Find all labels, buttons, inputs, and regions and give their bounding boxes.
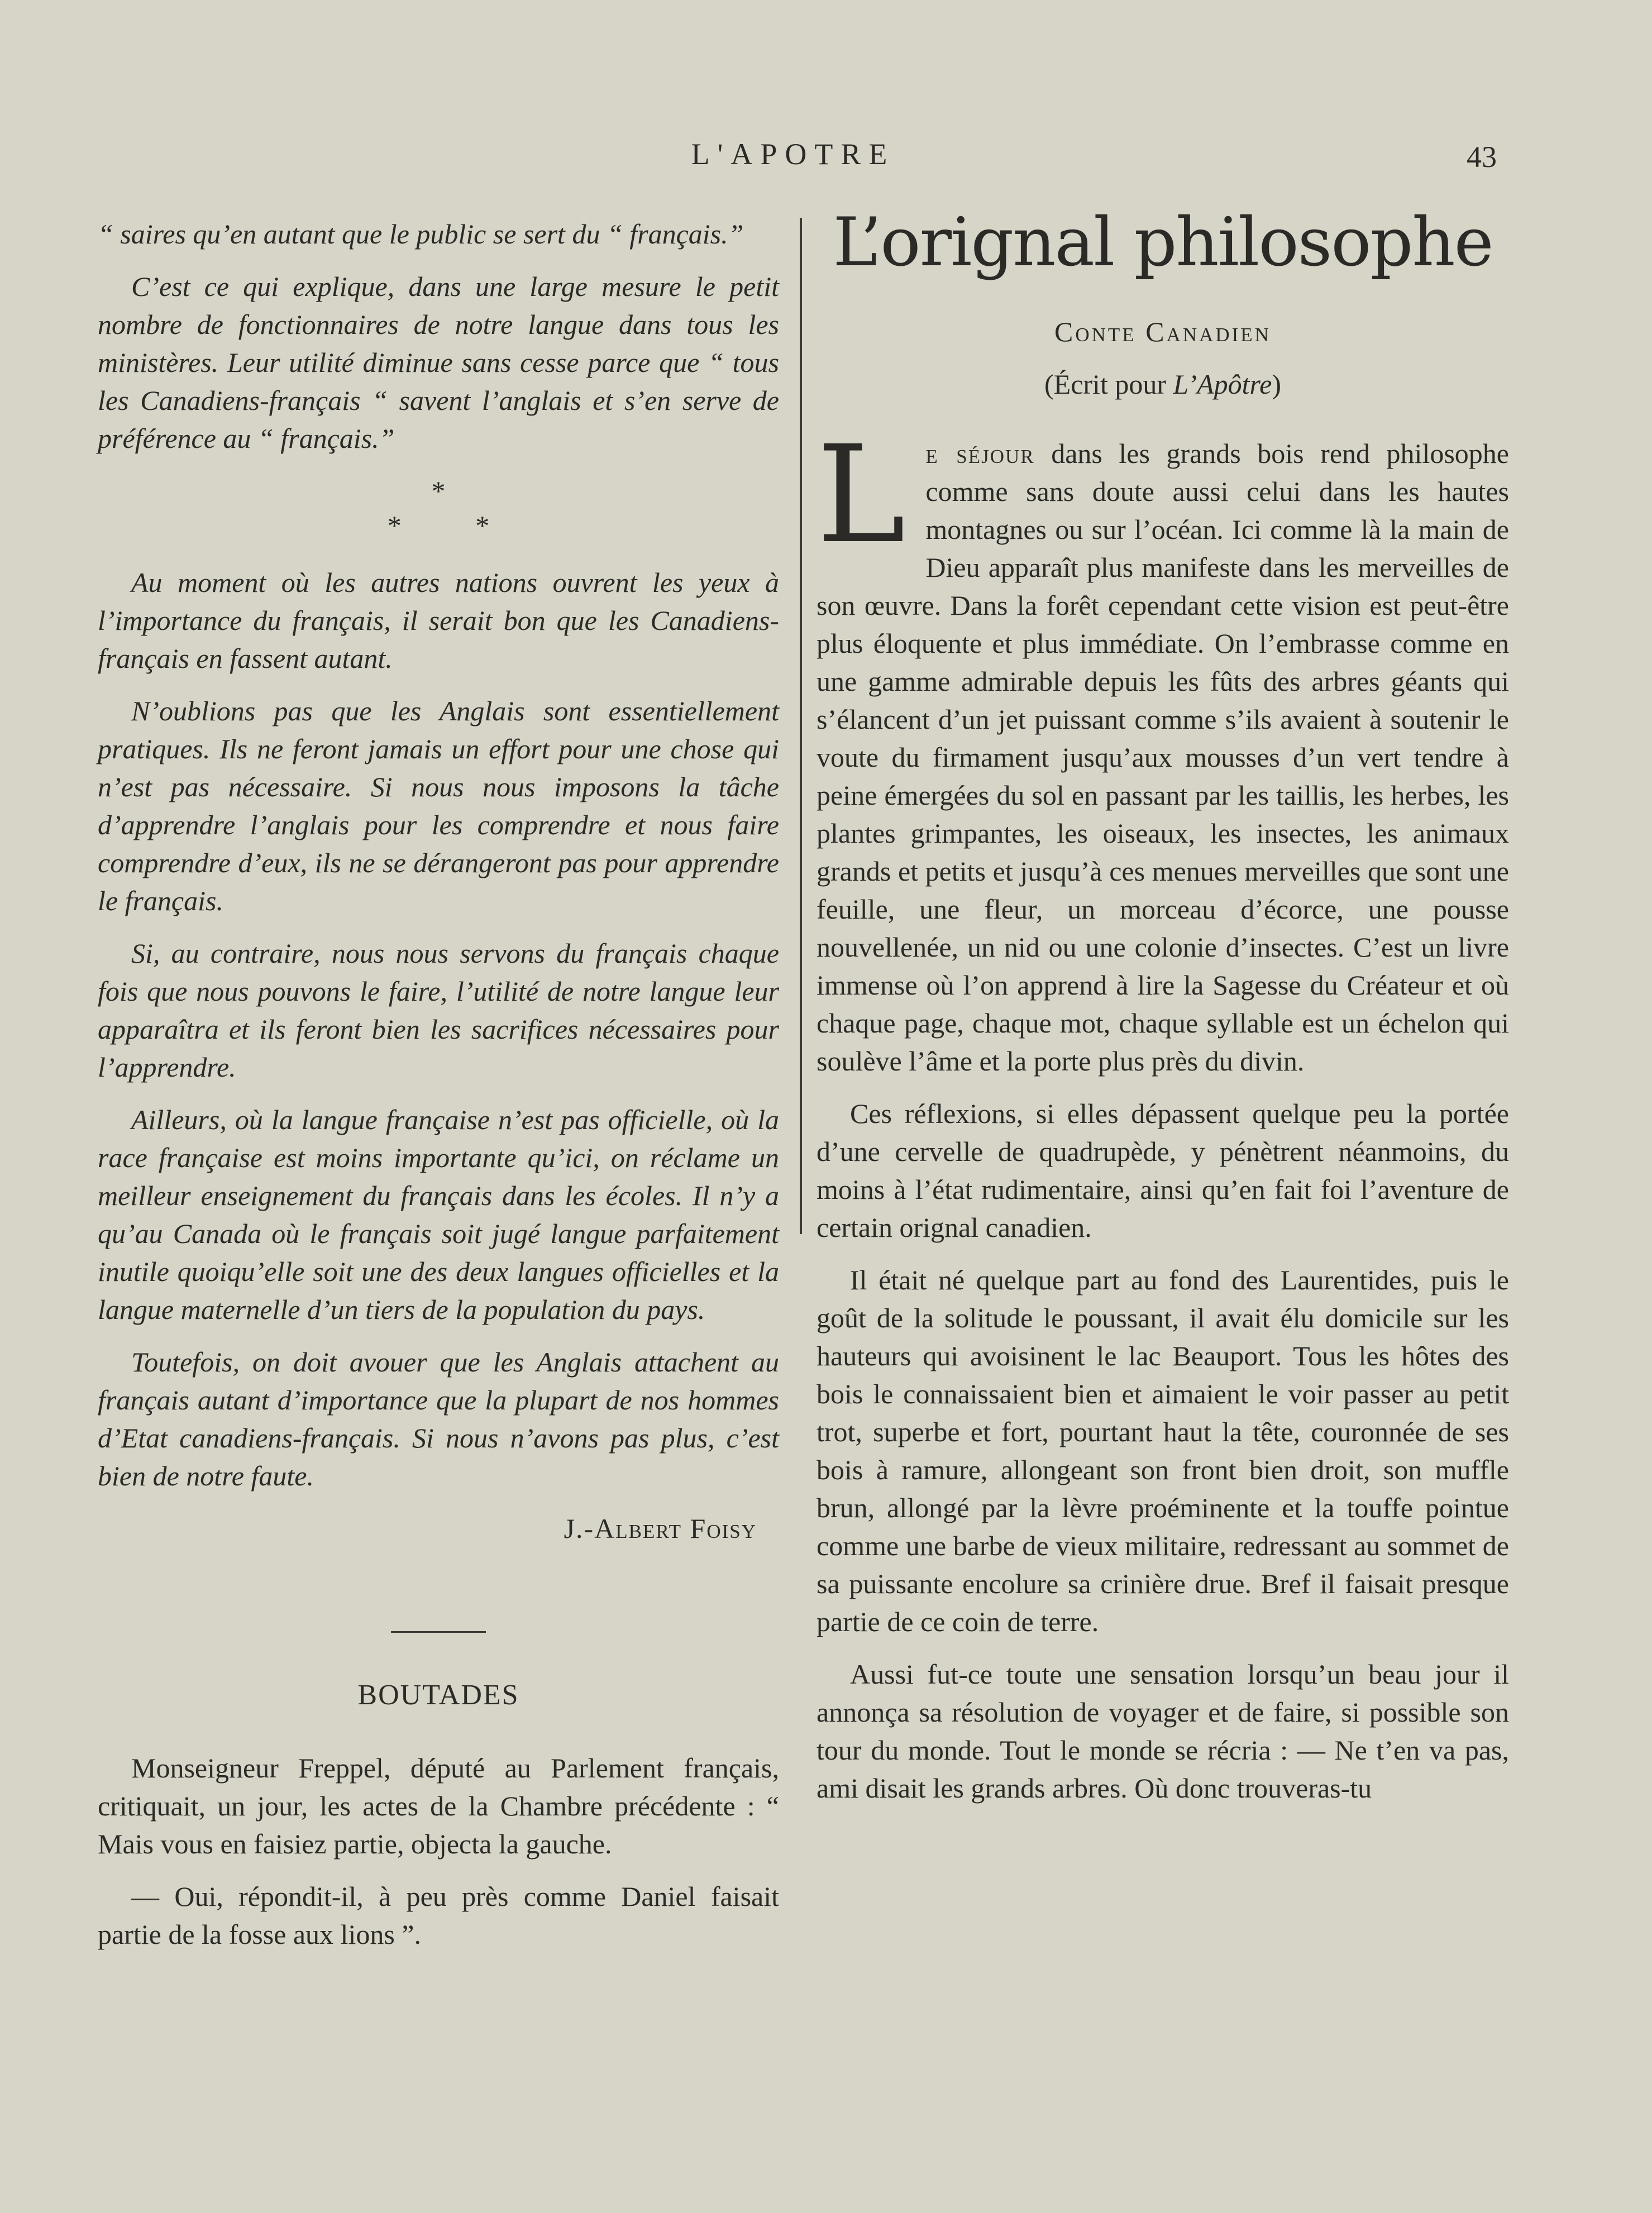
- running-head: L'APOTRE: [691, 137, 895, 171]
- right-paragraph-1-text: dans les grands bois rend philosophe comme sans doute aussi celui dans les hautes montagnes ou sur l’océan. Ici comme là la main de Dieu apparaît plus manifeste dans les merveilles de son œuvre. Dans la forêt cependant cette vision est peut-être plus éloquente et plus immédiate. On l’embrasse comme en une gamme admirable depuis les fûts des arbres géants qui s’élancent d’un jet puissant comme s’ils avaient à soutenir le voute du firmament jusqu’aux mousses d’un vert tendre à peine émergées du sol en passant par les taillis, les herbes, les plantes grimpantes, les oiseaux, les insectes, les animaux grands et petits et jusqu’à ces menues merveilles que sont une feuille, une fleur, un morceau d’écorce, une pousse nouvellenée, un nid ou une colonie d’insectes. C’est un livre immense où l’on apprend à lire la Sagesse du Créateur et où chaque page, chaque mot, chaque syllable est un échelon qui soulève l’âme et la porte plus près du divin.: [817, 438, 1509, 1077]
- asterism-bottom: * *: [387, 510, 523, 541]
- left-paragraph-1: “ saires qu’en autant que le public se sert du “ français.”: [98, 218, 744, 250]
- note-publication: L’Apôtre: [1173, 369, 1272, 400]
- right-paragraph-3: Il était né quelque part au fond des Laurentides, puis le goût de la solitude le poussant, il avait élu domicile sur les hauteurs qui avoisinent le lac Beauport. Tous les hôtes des bois le connaissaient bien et aimaient le voir passer au petit trot, superbe et fort, pourtant haut la tête, couronnée de ses bois à ramure, allongeant son front bien droit, son muffle brun, allongé par la lèvre proéminente et la touffe pointue comme une barbe de vieux militaire, redressant au sommet de sa puissante encolure sa crinière drue. Bref il faisait presque partie de ce coin de terre.: [817, 1264, 1509, 1637]
- section-rule: [391, 1631, 486, 1633]
- lead-words: e séjour: [925, 438, 1035, 469]
- left-paragraph-4: N’oublions pas que les Anglais sont essentiellement pratiques. Ils ne feront jamais un effort pour une chose qui n’est pas nécessaire. Si nous nous imposons la tâche d’apprendre l’anglais pour les comprendre et nous faire comprendre d’eux, ils ne se dérangeront pas pour apprendre le français.: [98, 695, 779, 916]
- asterism-divider: [98, 472, 779, 544]
- right-paragraph-1: [817, 417, 1509, 1080]
- article-title: L’orignal philosophe: [833, 204, 1493, 281]
- left-paragraph-5: Si, au contraire, nous nous servons du français chaque fois que nous pouvons le faire, l’utilité de notre langue leur apparaîtra et ils feront bien les sacrifices nécessaires pour l’apprendre.: [98, 938, 779, 1083]
- right-column: [817, 201, 1509, 1822]
- note-suffix: ): [1272, 369, 1281, 400]
- drop-cap: L: [817, 417, 906, 573]
- column-rule: [800, 218, 802, 1234]
- right-paragraph-2: Ces réflexions, si elles dépassent quelque peu la portée d’une cervelle de quadrupède, y pénètrent néanmoins, du moins à l’état rudimentaire, ainsi qu’en fait foi l’aventure de certain orignal canadien.: [817, 1098, 1509, 1243]
- left-paragraph-3: Au moment où les autres nations ouvrent les yeux à l’importance du français, il serait bon que les Canadiens-français en fassent autant.: [98, 567, 779, 674]
- left-paragraph-7: Toutefois, on doit avouer que les Anglais attachent au français autant d’importance que la plupart de nos hommes d’Etat canadiens-français. Si nous n’avons pas plus, c’est bien de notre faute.: [98, 1346, 779, 1492]
- left-paragraph-8: Monseigneur Freppel, député au Parlement français, critiquait, un jour, les actes de la Chambre précédente : “ Mais vous en faisiez partie, objecta la gauche.: [98, 1752, 779, 1860]
- left-paragraph-2: C’est ce qui explique, dans une large mesure le petit nombre de fonctionnaires de notre langue dans tous les ministères. Leur utilité diminue sans cesse parce que “ tous les Canadiens-français “ savent l’anglais et s’en serve de préférence au “ français.”: [98, 271, 779, 454]
- author-signature: J.-Albert Foisy: [564, 1513, 757, 1544]
- article-note: [817, 365, 1509, 403]
- section-heading: BOUTADES: [357, 1679, 519, 1711]
- left-paragraph-9: — Oui, répondit-il, à peu près comme Daniel faisait partie de la fosse aux lions ”.: [98, 1881, 779, 1950]
- right-paragraph-4: Aussi fut-ce toute une sensation lorsqu’un beau jour il annonça sa résolution de voyager et de faire, si possible son tour du monde. Tout le monde se récria : — Ne t’en va pas, ami disait les grands arbres. Où donc trouveras-tu: [817, 1658, 1509, 1804]
- left-paragraph-6: Ailleurs, où la langue française n’est pas officielle, où la race française est moins importante qu’ici, on réclame un meilleur enseignement du français dans les écoles. Il n’y a qu’au Canada où le français soit jugé langue parfaitement inutile quoiqu’elle soit une des deux langues officielles et la langue maternelle d’un tiers de la population du pays.: [98, 1104, 779, 1325]
- page-number: 43: [1467, 140, 1497, 174]
- asterism-top: *: [431, 475, 446, 506]
- article-subtitle: Conte Canadien: [1054, 316, 1271, 347]
- note-prefix: (Écrit pour: [1044, 369, 1173, 400]
- left-column: [98, 215, 779, 1968]
